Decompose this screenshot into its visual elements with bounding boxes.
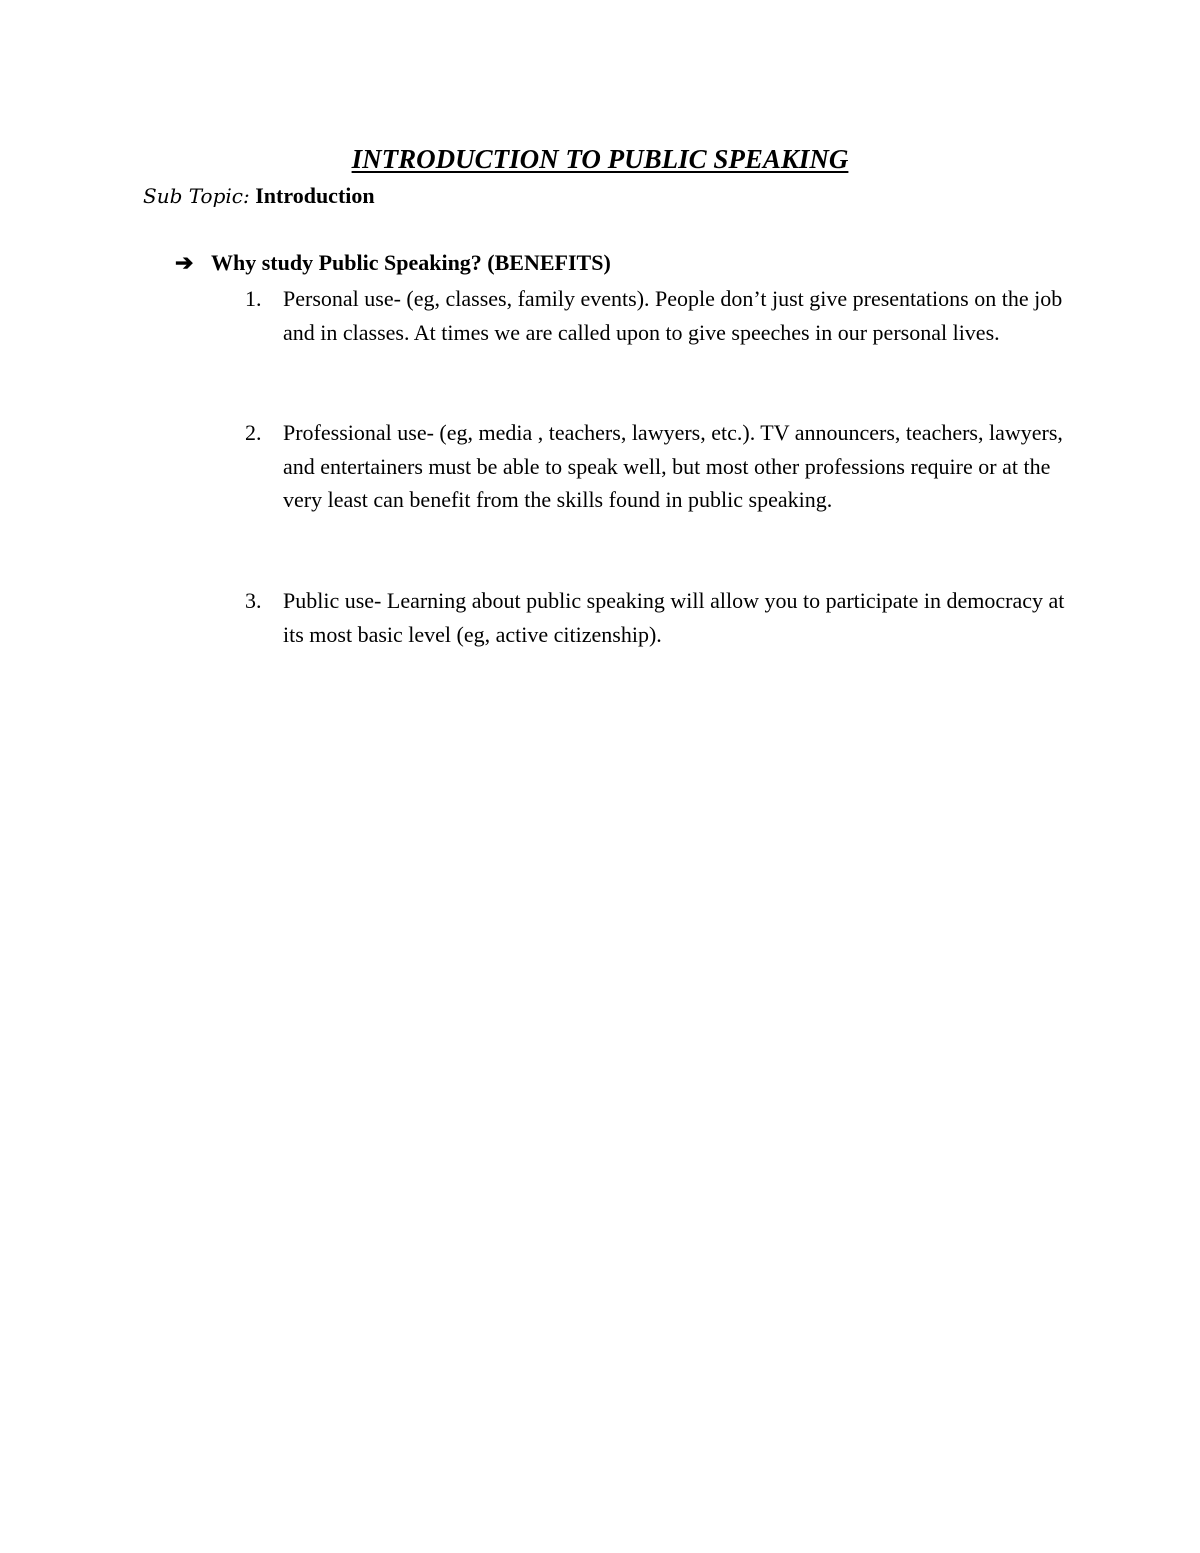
list-item-text: Personal use- (eg, classes, family events). People don’t just give presentations on the job and in classes. At times we are called upon to give speeches in our personal lives. [283, 286, 1063, 345]
list-item-number: 3. [245, 588, 262, 613]
list-item-number: 1. [245, 286, 262, 311]
list-item [245, 584, 1065, 651]
list-item-text: Professional use- (eg, media , teachers, lawyers, etc.). TV announcers, teachers, lawyers, and entertainers must be able to speak well, but most other professions require or at the very least can benefit from the skills found in public speaking. [283, 420, 1063, 512]
list-item-text: Public use- Learning about public speaking will allow you to participate in democracy at its most basic level (eg, active citizenship). [283, 588, 1065, 647]
list-item [245, 282, 1065, 349]
section-heading [175, 248, 611, 278]
document-title: INTRODUCTION TO PUBLIC SPEAKING [351, 144, 849, 174]
section-heading-text: Why study Public Speaking? (BENEFITS) [211, 250, 611, 275]
subtopic-line [143, 181, 375, 211]
list-item-number: 2. [245, 420, 262, 445]
subtopic-label: Sub Topic: [143, 184, 250, 208]
subtopic-value: Introduction [255, 183, 375, 208]
list-item [245, 416, 1065, 517]
arrow-bullet-icon: ➔ [175, 250, 194, 275]
